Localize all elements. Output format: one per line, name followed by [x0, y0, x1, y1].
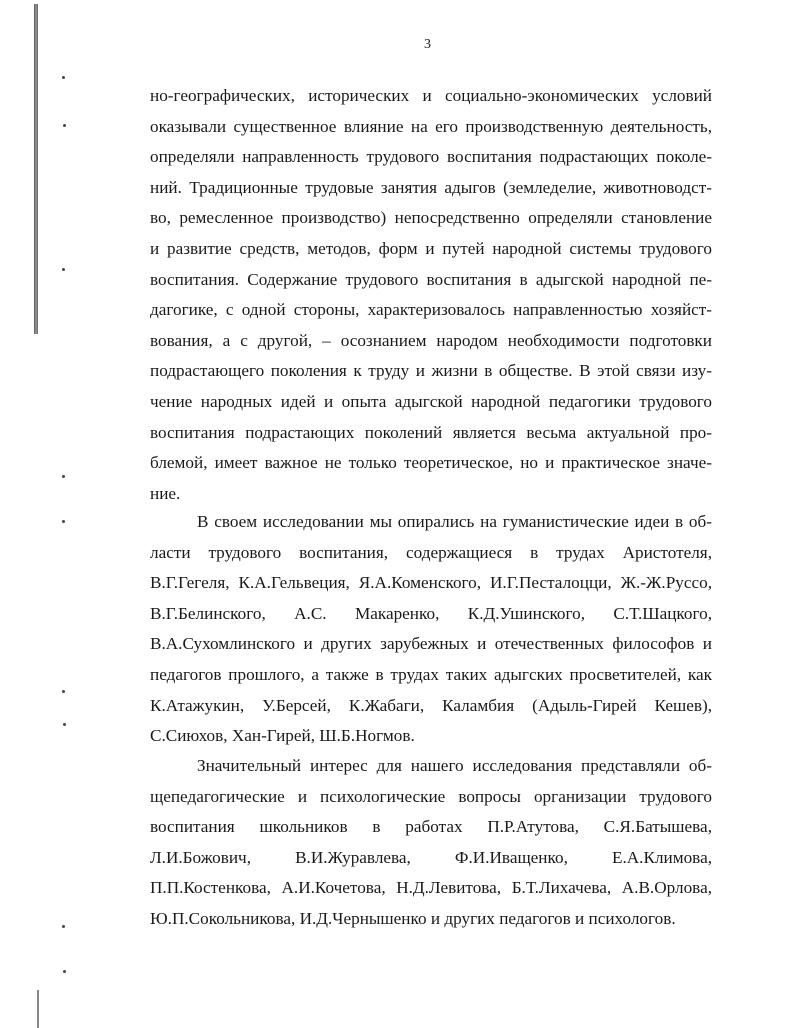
- text-line: чение народных идей и опыта адыгской народной педагогики трудового: [150, 392, 712, 411]
- text-line: В.А.Сухомлинского и других зарубежных и отечественных философов и: [150, 634, 712, 654]
- text-line: ние.: [150, 483, 181, 503]
- scan-speck: [63, 124, 66, 127]
- text-line: подрастающего поколения к труду и жизни в обществе. В этой связи изу-: [150, 361, 712, 381]
- text-line: педагогов прошлого, а также в трудах таких адыгских просветителей, как: [150, 665, 712, 684]
- text-line: воспитания. Содержание трудового воспитания в адыгской народной пе-: [150, 269, 712, 289]
- text-line: ний. Традиционные трудовые занятия адыгов (земледелие, животноводст-: [150, 177, 712, 197]
- text-line: оказывали существенное влияние на его производственную деятельность,: [150, 116, 712, 136]
- text-line: дагогике, с одной стороны, характеризовалось направленностью хозяйст-: [150, 300, 712, 320]
- text-line: блемой, имеет важное не только теоретическое, но и практическое значе-: [150, 453, 712, 473]
- scan-speck: [63, 723, 66, 726]
- text-line: воспитания подрастающих поколений является весьма актуальной про-: [150, 422, 712, 442]
- scan-speck: [62, 690, 65, 693]
- text-line: Ю.П.Сокольникова, И.Д.Чернышенко и других педагогов и психологов.: [150, 909, 676, 928]
- scan-speck: [62, 925, 65, 928]
- scan-edge-artifact: [37, 990, 39, 1028]
- scan-speck: [63, 970, 66, 973]
- text-line: но-географических, исторических и социально-экономических условий: [150, 86, 712, 105]
- scan-edge-artifact: [34, 4, 38, 334]
- text-line: во, ремесленное производство) непосредственно определяли становление: [150, 208, 712, 228]
- text-line: вования, а с другой, – осознанием народом необходимости подготовки: [150, 330, 712, 350]
- text-line: определяли направленность трудового воспитания подрастающих поколе-: [150, 147, 712, 167]
- text-line: В.Г.Белинского, А.С. Макаренко, К.Д.Ушинского, С.Т.Шацкого,: [150, 603, 712, 623]
- text-line: Л.И.Божович, В.И.Журавлева, Ф.И.Иващенко, Е.А.Климова,: [150, 847, 712, 867]
- scan-speck: [62, 520, 65, 523]
- text-line: Значительный интерес для нашего исследования представляли об-: [197, 756, 712, 775]
- text-line: ласти трудового воспитания, содержащиеся в трудах Аристотеля,: [150, 542, 712, 562]
- scan-speck: [62, 475, 65, 478]
- text-line: П.П.Костенкова, А.И.Кочетова, Н.Д.Левитова, Б.Т.Лихачева, А.В.Орлова,: [150, 878, 712, 898]
- text-line: С.Сиюхов, Хан-Гирей, Ш.Б.Ногмов.: [150, 726, 415, 746]
- text-line: В.Г.Гегеля, К.А.Гельвеция, Я.А.Коменского, И.Г.Песталоцци, Ж.-Ж.Руссо,: [150, 573, 712, 593]
- text-line: В своем исследовании мы опирались на гуманистические идеи в об-: [197, 512, 712, 531]
- page-number: 3: [424, 37, 431, 52]
- text-line: воспитания школьников в работах П.Р.Атутова, С.Я.Батышева,: [150, 817, 712, 837]
- scan-speck: [62, 76, 65, 79]
- text-line: К.Атажукин, У.Берсей, К.Жабаги, Каламбия (Адыль-Гирей Кешев),: [150, 695, 712, 715]
- text-line: щепедагогические и психологические вопросы организации трудового: [150, 786, 712, 806]
- text-line: и развитие средств, методов, форм и путей народной системы трудового: [150, 239, 712, 258]
- scan-speck: [62, 268, 65, 271]
